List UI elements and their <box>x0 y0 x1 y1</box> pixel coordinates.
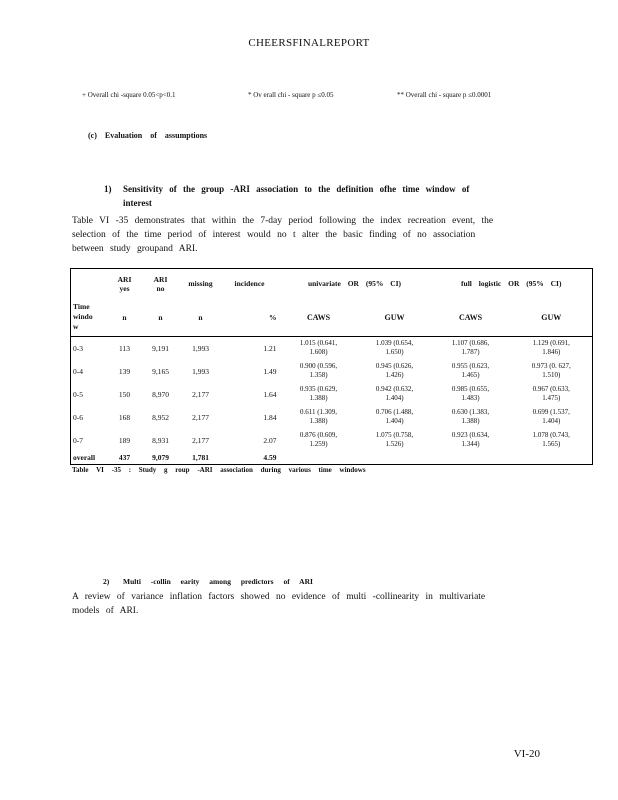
cell-full-guw: 1.129 (0.691, 1.846) <box>511 337 593 360</box>
section-heading-c <box>88 131 207 140</box>
cell-missing: 1,993 <box>192 343 209 353</box>
cell-full-caws: 0.630 (1.383, 1.388) <box>451 408 490 425</box>
table-row <box>71 383 593 406</box>
legend-item-marginal: + Overall chi -square 0.05<p<0.1 <box>82 91 176 99</box>
subsection-2-title: Multi -collin earity among predictors of ARI <box>123 577 313 586</box>
paragraph-line: between study groupand ARI. <box>72 244 198 254</box>
cell-incidence: 1.49 <box>263 366 277 376</box>
cell-full-guw: 1.078 (0.743, 1.565) <box>511 429 593 452</box>
header-univariate-or: univariate OR (95% CI) <box>307 279 402 289</box>
header-full-logistic-or: full logistic OR (95% CI) <box>431 269 593 299</box>
header-caws-univariate: CAWS <box>306 312 331 322</box>
cell-incidence: 4.59 <box>263 453 277 463</box>
header-missing: missing <box>188 279 213 289</box>
cell-missing: 1,781 <box>192 453 209 463</box>
cell-window: 0-3 <box>71 337 109 360</box>
cell-window: 0-4 <box>71 360 109 383</box>
table-row-overall <box>71 452 593 465</box>
cell-no: 9,191 <box>152 343 169 353</box>
cell-missing: 2,177 <box>192 412 209 422</box>
paragraph-line: models of ARI. <box>72 606 139 616</box>
cell-univariate-guw: 0.706 (1.488, 1.404) <box>375 408 414 425</box>
cell-full-guw: 0.973 (0. 627, 1.510) <box>511 360 593 383</box>
paragraph-line: selection of the time period of interest would no t alter the basic finding of no association <box>72 230 476 240</box>
section-c-label: (c) <box>88 131 97 140</box>
cell-missing: 2,177 <box>192 389 209 399</box>
cell-univariate-caws: 0.876 (0.609, 1.259) <box>299 431 338 448</box>
cell-univariate-caws: 0.900 (0.596, 1.358) <box>299 362 338 379</box>
cell-no: 8,970 <box>152 389 169 399</box>
header-guw-full: GUW <box>511 299 593 337</box>
paragraph-line: Table VI -35 demonstrates that within the 7-day period following the index recreation event, the <box>72 216 494 226</box>
header-ari-no: ARI no <box>153 274 168 293</box>
cell-univariate-caws: 0.935 (0.629, 1.388) <box>299 385 338 402</box>
cell-no: 9,165 <box>152 366 169 376</box>
table-header-row-1 <box>71 269 593 299</box>
cell-window: 0-5 <box>71 383 109 406</box>
cell-full-guw: 0.699 (1.537, 1.404) <box>511 406 593 429</box>
cell-full-caws: 0.985 (0.655, 1.483) <box>451 385 490 402</box>
cell-yes: 113 <box>119 343 130 353</box>
cell-full-caws: 0.923 (0.634, 1.344) <box>451 431 490 448</box>
cell-univariate-caws: 0.611 (1.309, 1.388) <box>299 408 338 425</box>
paragraph-line: A review of variance inflation factors showed no evidence of multi -collinearity in multivariate <box>72 592 486 602</box>
subsection-1-title-line2: interest <box>123 198 152 208</box>
cell-univariate-guw: 0.945 (0.626, 1.426) <box>375 362 414 379</box>
time-window-table <box>70 268 593 465</box>
header-guw-univariate: GUW <box>384 312 405 322</box>
cell-yes: 150 <box>118 389 131 399</box>
cell-full-caws: 0.955 (0.623, 1.465) <box>451 362 490 379</box>
table-header-row-2 <box>71 299 593 337</box>
subsection-1-number: 1) <box>104 184 112 194</box>
header-n-yes: n <box>122 312 127 322</box>
legend-item-significant: * Ov erall chi - square p ≤0.05 <box>248 91 334 99</box>
header-time-window: Time windo w <box>71 299 109 337</box>
cell-incidence: 1.64 <box>263 389 277 399</box>
cell-missing: 2,177 <box>192 435 209 445</box>
cell-yes: 437 <box>118 453 131 463</box>
cell-univariate-caws: 1.015 (0.641, 1.608) <box>299 339 338 357</box>
header-n-missing: n <box>198 312 203 322</box>
cell-yes: 189 <box>118 435 131 445</box>
cell-incidence: 1.21 <box>263 343 277 353</box>
subsection-2-number: 2) <box>103 577 110 586</box>
table-row <box>71 429 593 452</box>
table-row <box>71 337 593 360</box>
legend-item-highly-significant: ** Overall chi - square p ≤0.0001 <box>397 91 492 99</box>
section-c-title: Evaluation of assumptions <box>104 131 208 140</box>
header-caws-full: CAWS <box>458 312 483 322</box>
header-ari-yes: ARI yes <box>117 274 132 293</box>
header-n-no: n <box>158 312 163 322</box>
cell-no: 8,952 <box>152 412 169 422</box>
page-number: VI-20 <box>513 748 540 760</box>
header-incidence: incidence <box>234 279 265 289</box>
cell-yes: 168 <box>118 412 131 422</box>
cell-incidence: 1.84 <box>263 412 277 422</box>
report-header: CHEERSFINALREPORT <box>248 37 370 49</box>
cell-full-guw: 0.967 (0.633, 1.475) <box>511 383 593 406</box>
table-row <box>71 406 593 429</box>
cell-univariate-guw: 1.039 (0.654, 1.650) <box>375 339 414 357</box>
cell-univariate-guw: 0.942 (0.632, 1.404) <box>375 385 414 402</box>
cell-yes: 139 <box>118 366 131 376</box>
cell-full-caws: 1.107 (0.686, 1.787) <box>451 339 490 357</box>
cell-no: 8,931 <box>152 435 169 445</box>
header-pct: % <box>269 312 277 322</box>
cell-no: 9,079 <box>152 453 169 463</box>
cell-window: 0-6 <box>71 406 109 429</box>
table-caption: Table VI -35 : Study g roup -ARI association during various time windows <box>72 466 366 474</box>
cell-missing: 1,993 <box>192 366 209 376</box>
subsection-1-title-line1: Sensitivity of the group -ARI association to the definition ofhe time window of <box>123 184 470 194</box>
cell-incidence: 2.07 <box>263 435 277 445</box>
table-row <box>71 360 593 383</box>
cell-univariate-guw: 1.075 (0.758, 1.526) <box>375 431 414 448</box>
cell-window: 0-7 <box>71 429 109 452</box>
cell-window: overall <box>71 452 109 465</box>
